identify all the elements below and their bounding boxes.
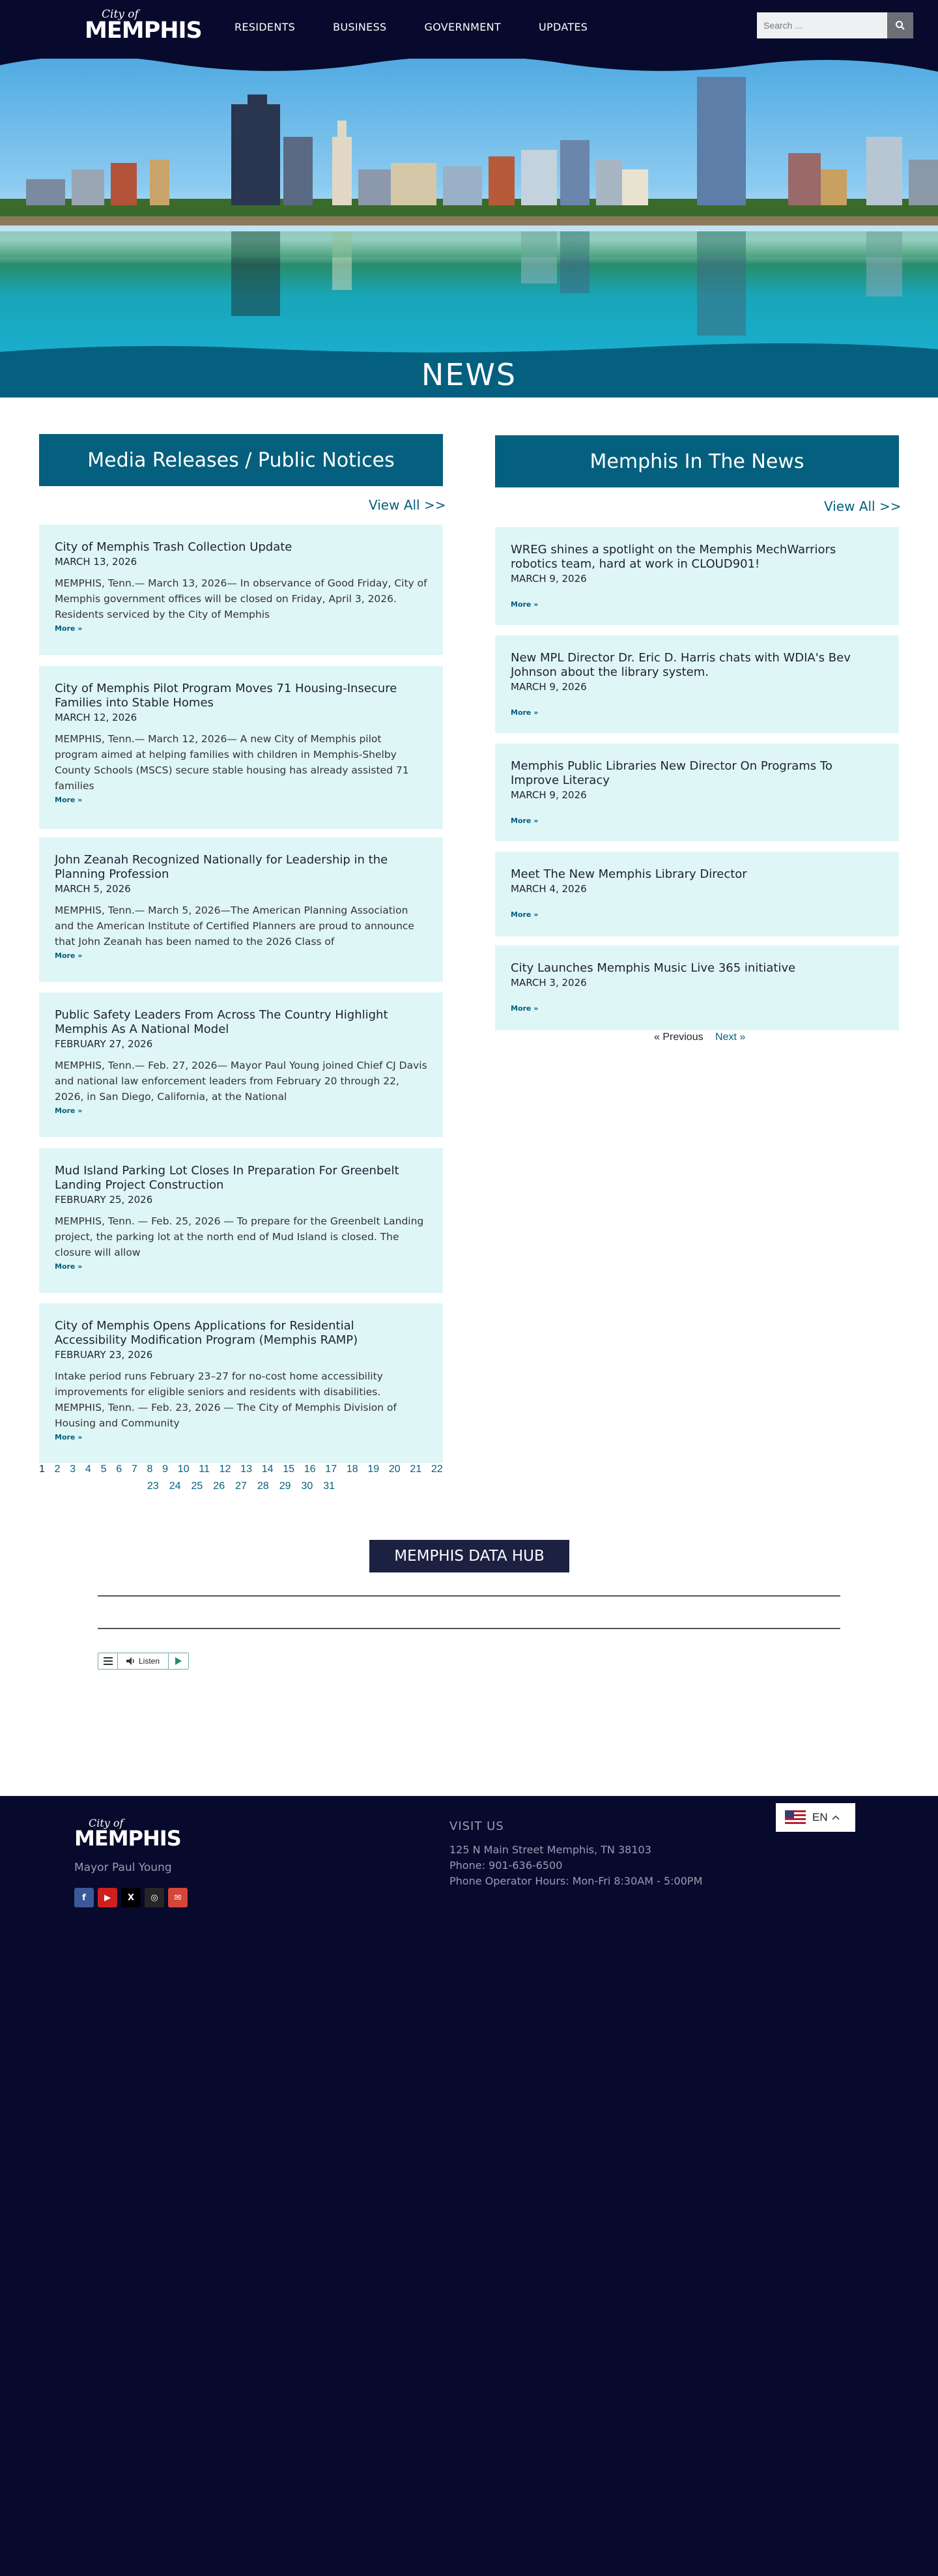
in-the-news-heading: Memphis In The News	[495, 435, 899, 487]
news-date: MARCH 9, 2026	[511, 789, 587, 801]
page-link[interactable]: 18	[346, 1464, 358, 1475]
listen-player	[98, 1653, 189, 1670]
page-link[interactable]: 20	[388, 1464, 401, 1475]
media-release-card	[39, 1303, 443, 1463]
page-link[interactable]: 19	[367, 1464, 380, 1475]
page-link[interactable]: 17	[325, 1464, 337, 1475]
page-link[interactable]: 27	[235, 1481, 247, 1492]
visit-heading: VISIT US	[449, 1819, 504, 1833]
page-link[interactable]: 11	[199, 1464, 210, 1475]
page-link[interactable]: 2	[54, 1464, 61, 1475]
release-excerpt: MEMPHIS, Tenn.— March 13, 2026— In observance of Good Friday, City of Memphis government offices will be closed on Friday, April 3, 2026. Residents serviced by the City of Memphis	[55, 577, 427, 620]
page-link[interactable]: 12	[219, 1464, 231, 1475]
hero-skyline-image	[0, 46, 938, 358]
page-link[interactable]: 28	[257, 1481, 269, 1492]
media-release-card	[39, 525, 443, 655]
media-releases-heading: Media Releases / Public Notices	[39, 434, 443, 486]
page-title: NEWS	[421, 357, 517, 392]
footer-logo[interactable]	[74, 1818, 181, 1849]
news-date: MARCH 3, 2026	[511, 977, 587, 989]
media-release-card	[39, 837, 443, 982]
page-link[interactable]: 15	[283, 1464, 295, 1475]
media-releases-pagination	[39, 1464, 443, 1492]
logo-city-text: City of	[102, 8, 139, 21]
release-excerpt: MEMPHIS, Tenn.— March 12, 2026— A new City of Memphis pilot program aimed at helping families with children in Memphis-Shelby County Schools (MSCS) secure stable housing has already assisted 71 families	[55, 733, 409, 792]
operator-hours: Phone Operator Hours: Mon-Fri 8:30AM - 5:00PM	[449, 1875, 703, 1887]
page-link[interactable]: 23	[147, 1481, 159, 1492]
news-title[interactable]: Memphis Public Libraries New Director On Programs To Improve Literacy	[511, 759, 832, 787]
news-title[interactable]: WREG shines a spotlight on the Memphis MechWarriors robotics team, hard at work in CLOUD901!	[511, 543, 836, 571]
news-card	[495, 635, 899, 733]
release-more-link[interactable]: More »	[55, 624, 83, 633]
news-date: MARCH 9, 2026	[511, 681, 587, 693]
media-release-card	[39, 666, 443, 829]
facebook-icon[interactable]: f	[74, 1888, 94, 1907]
release-excerpt: MEMPHIS, Tenn.— March 5, 2026—The American Planning Association and the American Institute of Certified Planners are proud to announce that John Zeanah has been named to the 2026 Class of	[55, 904, 414, 948]
nav-updates[interactable]: UPDATES	[539, 21, 588, 33]
release-title[interactable]: John Zeanah Recognized Nationally for Leadership in the Planning Profession	[55, 853, 388, 881]
media-release-card	[39, 992, 443, 1137]
page-link[interactable]: 30	[301, 1481, 313, 1492]
media-releases-view-all-link[interactable]: View All >>	[369, 497, 446, 513]
news-more-link[interactable]: More »	[511, 600, 539, 609]
phone[interactable]: Phone: 901-636-6500	[449, 1859, 563, 1872]
nav-business[interactable]: BUSINESS	[333, 21, 387, 33]
news-more-link[interactable]: More »	[511, 1004, 539, 1013]
page-link[interactable]: 6	[116, 1464, 122, 1475]
language-selector[interactable]	[776, 1803, 855, 1832]
site-footer	[0, 1796, 938, 2576]
page-link[interactable]: 21	[410, 1464, 422, 1475]
page-link[interactable]: 25	[191, 1481, 203, 1492]
release-more-link[interactable]: More »	[55, 796, 83, 804]
release-date: FEBRUARY 23, 2026	[55, 1349, 153, 1361]
release-more-link[interactable]: More »	[55, 1433, 83, 1441]
news-card	[495, 852, 899, 936]
page-link[interactable]: 16	[304, 1464, 316, 1475]
page-link[interactable]: 31	[323, 1481, 335, 1492]
page-link[interactable]: 1	[39, 1464, 45, 1475]
news-pager	[654, 1032, 745, 1043]
main-nav	[234, 21, 625, 33]
listen-label: Listen	[138, 1657, 160, 1666]
release-excerpt: Intake period runs February 23–27 for no-cost home accessibility improvements for eligible seniors and residents with disabilities. MEMPHIS, Tenn. — Feb. 23, 2026 — The City of Memphis Division of Housing and Community	[55, 1370, 397, 1429]
news-card	[495, 946, 899, 1030]
page-link[interactable]: 3	[70, 1464, 76, 1475]
page-link[interactable]: 22	[431, 1464, 443, 1475]
news-card	[495, 744, 899, 841]
play-button[interactable]	[169, 1653, 188, 1669]
release-more-link[interactable]: More »	[55, 1107, 83, 1115]
next-page-link[interactable]: Next »	[715, 1032, 746, 1043]
news-more-link[interactable]: More »	[511, 910, 539, 919]
news-date: MARCH 4, 2026	[511, 883, 587, 895]
nav-residents[interactable]: RESIDENTS	[234, 21, 296, 33]
page-link[interactable]: 5	[100, 1464, 107, 1475]
release-title[interactable]: Public Safety Leaders From Across The Country Highlight Memphis As A National Model	[55, 1008, 388, 1036]
media-release-card	[39, 1148, 443, 1293]
release-title[interactable]: City of Memphis Opens Applications for Residential Accessibility Modification Program (Memphis RAMP)	[55, 1319, 358, 1347]
hamburger-icon	[104, 1657, 113, 1665]
release-title[interactable]: City of Memphis Pilot Program Moves 71 Housing-Insecure Families into Stable Homes	[55, 682, 397, 710]
news-more-link[interactable]: More »	[511, 817, 539, 825]
page-link[interactable]: 7	[131, 1464, 137, 1475]
release-date: MARCH 5, 2026	[55, 883, 131, 895]
page-link[interactable]: 9	[162, 1464, 169, 1475]
in-the-news-view-all-link[interactable]: View All >>	[824, 499, 902, 514]
news-title[interactable]: City Launches Memphis Music Live 365 initiative	[511, 961, 796, 975]
logo-name-text: MEMPHIS	[85, 18, 202, 44]
search-input[interactable]	[757, 12, 887, 38]
site-logo[interactable]	[85, 9, 202, 42]
nav-government[interactable]: GOVERNMENT	[424, 21, 502, 33]
footer-logo-name: MEMPHIS	[74, 1826, 181, 1851]
youtube-icon[interactable]: ▶	[98, 1888, 117, 1907]
page-link[interactable]: 26	[213, 1481, 225, 1492]
page-link[interactable]: 8	[147, 1464, 153, 1475]
release-title[interactable]: City of Memphis Trash Collection Update	[55, 540, 292, 554]
release-more-link[interactable]: More »	[55, 951, 83, 960]
us-flag-icon	[785, 1810, 806, 1825]
news-title[interactable]: Meet The New Memphis Library Director	[511, 867, 747, 881]
data-hub-button[interactable]: MEMPHIS DATA HUB	[369, 1540, 569, 1572]
release-excerpt: MEMPHIS, Tenn. — Feb. 25, 2026 — To prepare for the Greenbelt Landing project, the parking lot at the north end of Mud Island is closed. The closure will allow	[55, 1215, 424, 1258]
email-icon[interactable]: ✉	[168, 1888, 188, 1907]
search-bar	[757, 12, 913, 38]
listen-button[interactable]	[118, 1653, 169, 1669]
social-links	[74, 1888, 188, 1907]
page-link[interactable]: 13	[240, 1464, 252, 1475]
page-link[interactable]: 10	[177, 1464, 190, 1475]
page-link[interactable]: 24	[169, 1481, 181, 1492]
language-code: EN	[812, 1811, 828, 1823]
visit-us	[449, 1819, 702, 1889]
release-date: MARCH 12, 2026	[55, 712, 137, 723]
search-icon	[895, 20, 905, 31]
chevron-up-icon	[832, 1815, 840, 1820]
page-link[interactable]: 29	[279, 1481, 291, 1492]
divider-line	[98, 1628, 840, 1629]
news-card	[495, 527, 899, 625]
release-date: FEBRUARY 27, 2026	[55, 1038, 153, 1050]
footer-logo-city: City of	[89, 1817, 124, 1829]
mayor-name: Mayor Paul Young	[74, 1861, 172, 1874]
x-icon[interactable]: X	[121, 1888, 141, 1907]
instagram-icon[interactable]: ◎	[145, 1888, 164, 1907]
divider-line	[98, 1595, 840, 1597]
previous-page-link[interactable]: « Previous	[654, 1032, 704, 1043]
search-button[interactable]	[887, 12, 913, 38]
news-title[interactable]: New MPL Director Dr. Eric D. Harris chats with WDIA's Bev Johnson about the library system.	[511, 651, 851, 679]
page-link[interactable]: 4	[85, 1464, 91, 1475]
speaker-icon	[126, 1657, 135, 1665]
page-link[interactable]: 14	[261, 1464, 274, 1475]
menu-button[interactable]	[98, 1653, 118, 1669]
play-icon	[175, 1657, 182, 1665]
release-more-link[interactable]: More »	[55, 1262, 83, 1271]
release-date: MARCH 13, 2026	[55, 556, 137, 568]
address: 125 N Main Street Memphis, TN 38103	[449, 1844, 651, 1856]
release-excerpt: MEMPHIS, Tenn.— Feb. 27, 2026— Mayor Paul Young joined Chief CJ Davis and national law enforcement leaders from February 20 through 22, 2026, in San Diego, California, at the National	[55, 1060, 427, 1103]
site-header	[0, 0, 938, 59]
release-date: FEBRUARY 25, 2026	[55, 1194, 153, 1206]
news-date: MARCH 9, 2026	[511, 573, 587, 585]
news-more-link[interactable]: More »	[511, 708, 539, 717]
release-title[interactable]: Mud Island Parking Lot Closes In Preparation For Greenbelt Landing Project Construction	[55, 1164, 399, 1192]
